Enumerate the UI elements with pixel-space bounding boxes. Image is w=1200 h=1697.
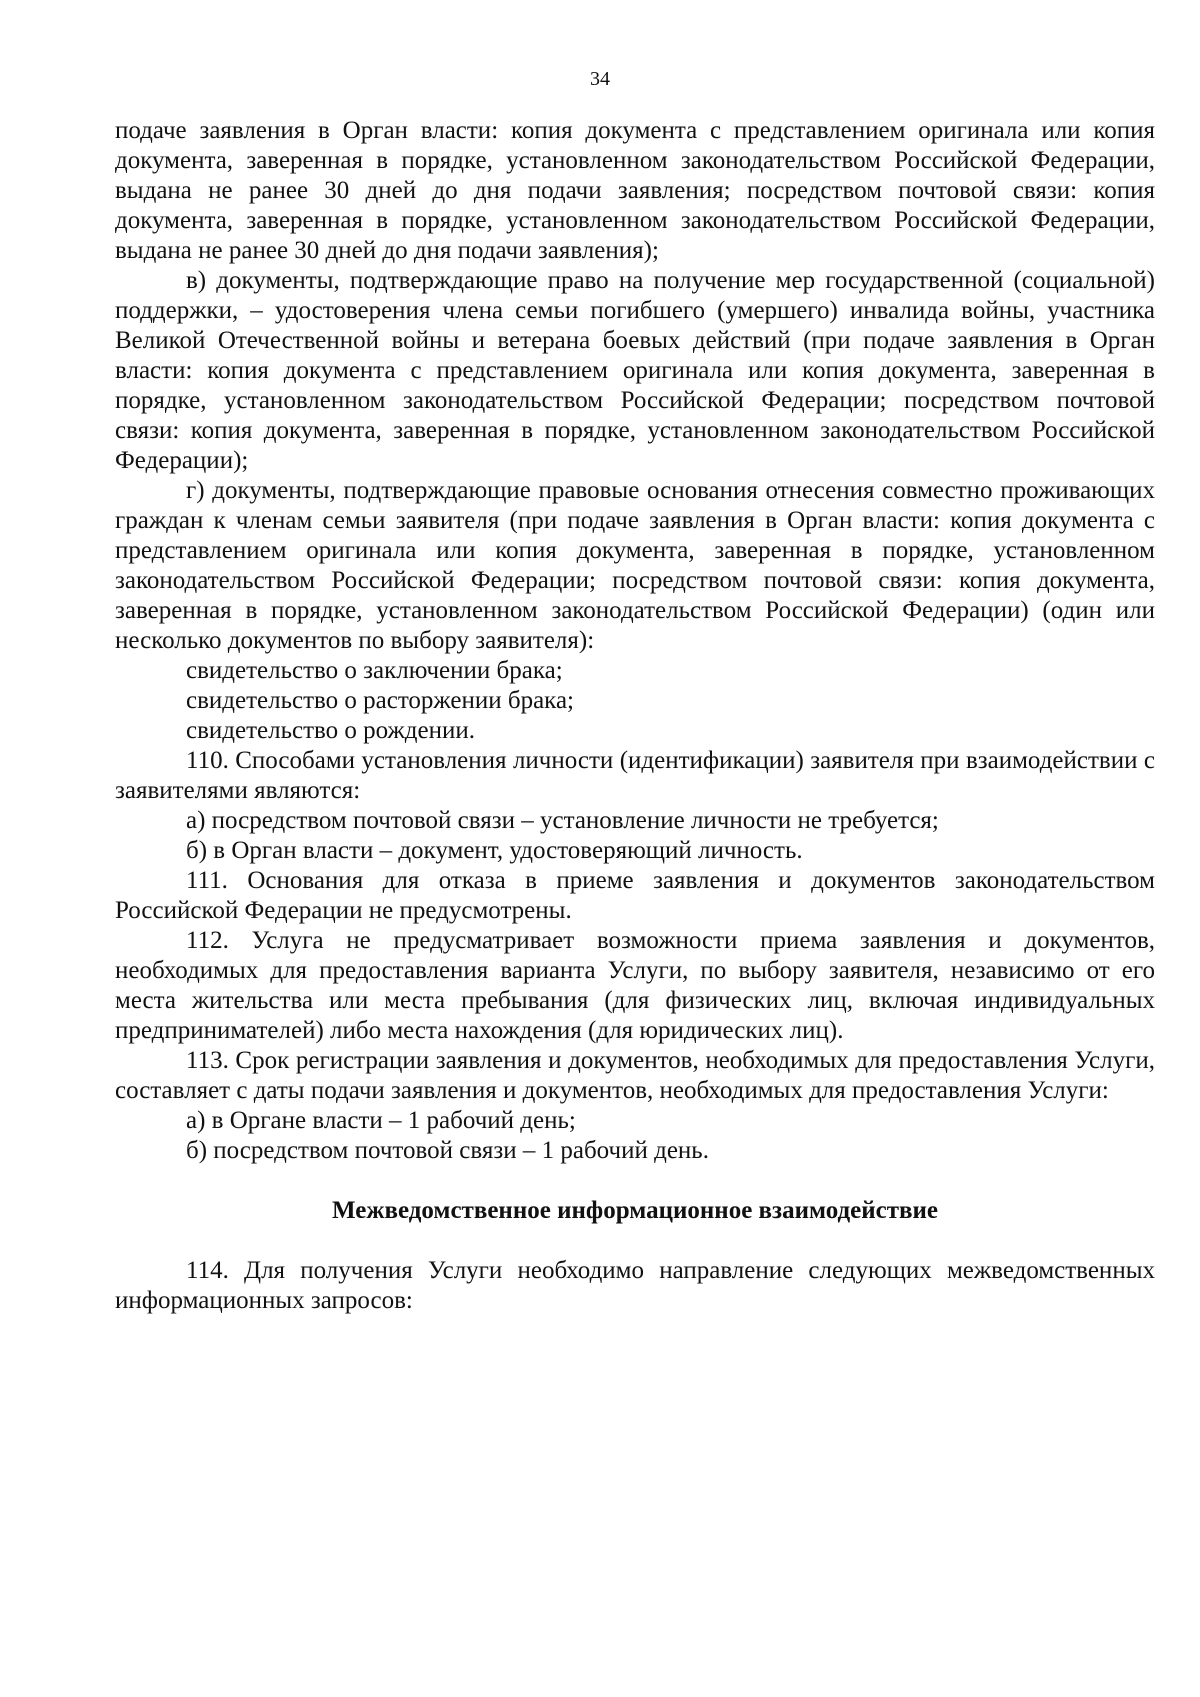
- paragraph-113: 113. Срок регистрации заявления и документов, необходимых для предоставления Услуги, составляет с даты подачи заявления и документов, необходимых для предоставления Услуги:: [115, 1047, 1155, 1104]
- paragraph-continuation: подаче заявления в Орган власти: копия документа с представлением оригинала или копия документа, заверенная в порядке, установленном законодательством Российской Федерации, выдана не ранее 30 дней до дня подачи заявления; посредством почтовой связи: копия документа, заверенная в порядке, установленном законодательством Российской Федерации, выдана не ранее 30 дней до дня подачи заявления);: [115, 117, 1155, 264]
- page-number: 34: [590, 68, 610, 90]
- list-item-113a: а) в Органе власти – 1 рабочий день;: [186, 1107, 576, 1134]
- list-item-marriage: свидетельство о заключении брака;: [186, 657, 563, 684]
- paragraph-111: 111. Основания для отказа в приеме заявления и документов законодательством Российской Федерации не предусмотрены.: [115, 867, 1155, 924]
- paragraph-114: 114. Для получения Услуги необходимо направление следующих межведомственных информационных запросов:: [115, 1257, 1155, 1314]
- list-item-divorce: свидетельство о расторжении брака;: [186, 687, 574, 714]
- paragraph-110: 110. Способами установления личности (идентификации) заявителя при взаимодействии с заявителями являются:: [115, 747, 1155, 804]
- list-item-110b: б) в Орган власти – документ, удостоверяющий личность.: [186, 837, 803, 864]
- list-item-birth: свидетельство о рождении.: [186, 717, 476, 744]
- list-item-113b: б) посредством почтовой связи – 1 рабочий день.: [186, 1137, 709, 1164]
- document-body: [115, 116, 1155, 1316]
- list-item-110a: а) посредством почтовой связи – установление личности не требуется;: [186, 807, 939, 834]
- paragraph-item-v: в) документы, подтверждающие право на получение мер государственной (социальной) поддержки, – удостоверения члена семьи погибшего (умершего) инвалида войны, участника Великой Отечественной войны и ветерана боевых действий (при подаче заявления в Орган власти: копия документа с представлением оригинала или копия документа, заверенная в порядке, установленном законодательством Российской Федерации; посредством почтовой связи: копия документа, заверенная в порядке, установленном законодательством Российской Федерации);: [115, 267, 1155, 474]
- paragraph-item-g: г) документы, подтверждающие правовые основания отнесения совместно проживающих граждан к членам семьи заявителя (при подаче заявления в Орган власти: копия документа с представлением оригинала или копия документа, заверенная в порядке, установленном законодательством Российской Федерации; посредством почтовой связи: копия документа, заверенная в порядке, установленном законодательством Российской Федерации) (один или несколько документов по выбору заявителя):: [115, 477, 1155, 654]
- section-heading: Межведомственное информационное взаимодействие: [332, 1197, 938, 1224]
- paragraph-112: 112. Услуга не предусматривает возможности приема заявления и документов, необходимых для предоставления варианта Услуги, по выбору заявителя, независимо от его места жительства или места пребывания (для физических лиц, включая индивидуальных предпринимателей) либо места нахождения (для юридических лиц).: [115, 927, 1155, 1044]
